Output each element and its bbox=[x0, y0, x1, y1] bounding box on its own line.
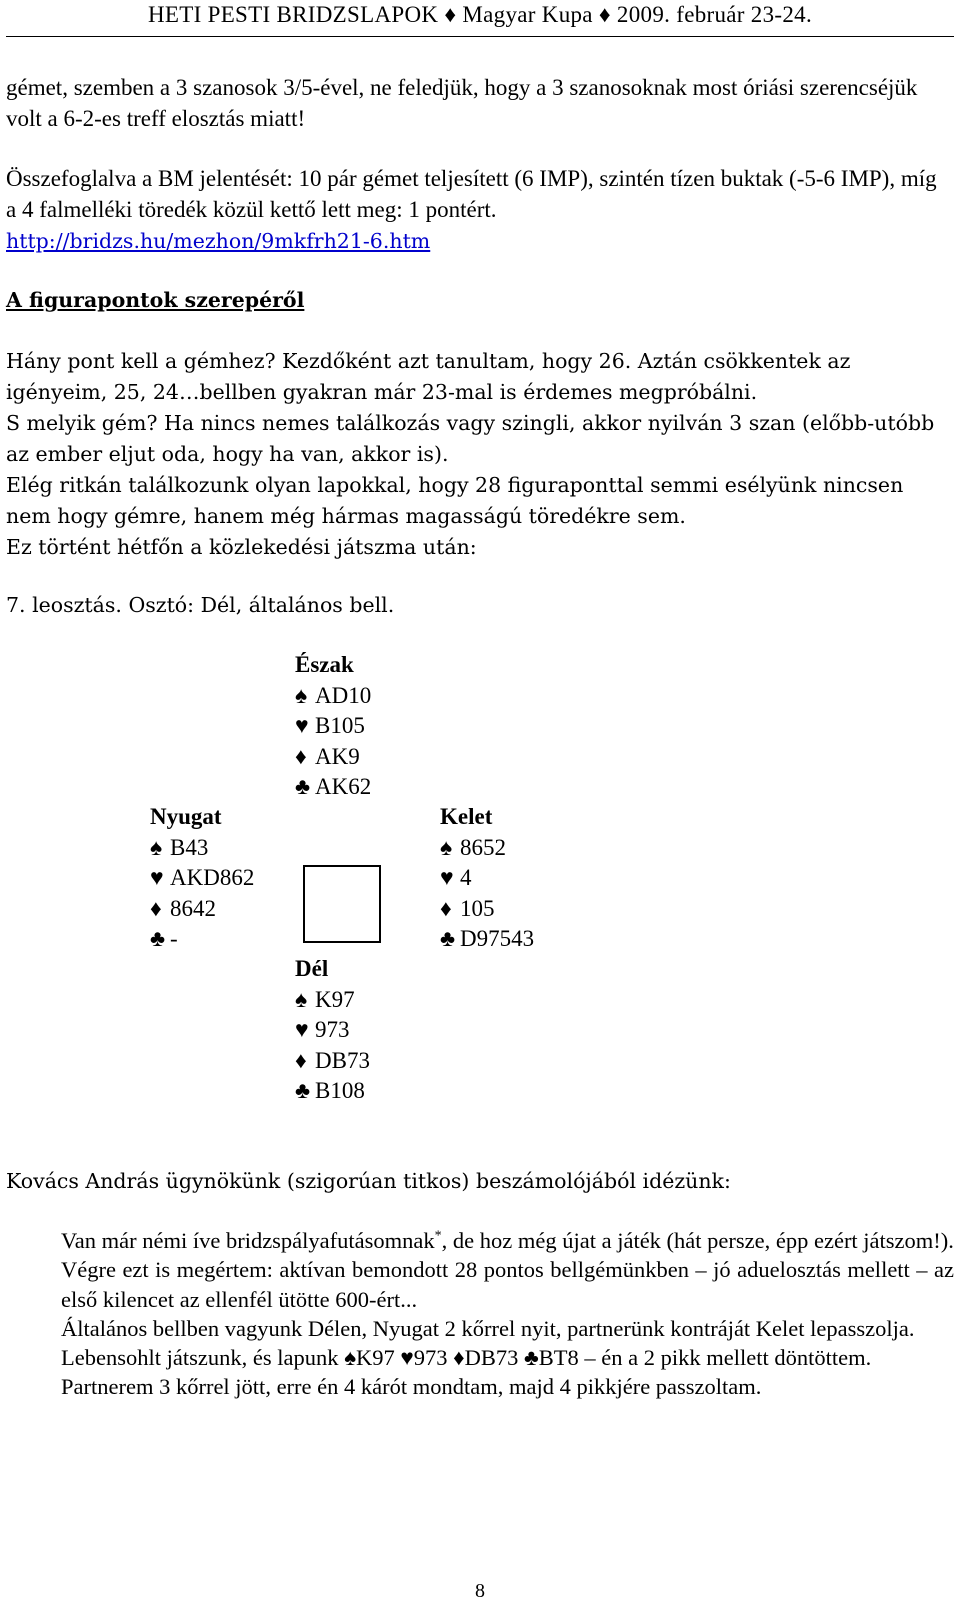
bridge-table bbox=[303, 865, 381, 943]
north-spades: AD10 bbox=[315, 682, 372, 708]
east-clubs: D97543 bbox=[460, 926, 535, 951]
heart-icon: ♥ bbox=[295, 713, 309, 738]
quote-paragraph-4: Lebensohlt játszunk, és lapunk ♠K97 ♥973 ♦DB73 ♣BT8 – én a 2 pikk mellett döntöttem. bbox=[61, 1345, 872, 1371]
footnote-mark[interactable]: * bbox=[434, 1228, 442, 1244]
quote-paragraph-3: Általános bellben vagyunk Délen, Nyugat 2 kőrrel nyit, partnerünk kontráját Kelet lepasszolja. bbox=[61, 1315, 915, 1341]
south-diamonds: DB73 bbox=[315, 1047, 370, 1073]
section-body bbox=[6, 346, 951, 563]
quote-paragraph-2: Végre ezt is megértem: aktívan bemondott 28 pontos bellgémünkben – jó aduelosztás mellett – az első kilencet az ellenfél ütötte 600-ért... bbox=[61, 1257, 954, 1312]
hand-south-name: Dél bbox=[295, 956, 329, 981]
heart-icon: ♥ bbox=[295, 1017, 309, 1042]
hand-north-name: Észak bbox=[295, 652, 354, 677]
deal-caption: 7. leosztás. Osztó: Dél, általános bell. bbox=[6, 593, 395, 617]
hand-west-name: Nyugat bbox=[150, 804, 222, 829]
quote-paragraph-1: Van már némi íve bridzspályafutásomnak*, de hoz még újat a játék (hát persze, épp ezért játszom!). bbox=[61, 1228, 954, 1253]
diamond-icon: ♦ bbox=[295, 743, 307, 769]
page-number: 8 bbox=[475, 1580, 485, 1602]
diamond-icon: ♦ bbox=[295, 1047, 307, 1073]
report-intro: Kovács András ügynökünk (szigorúan titkos) beszámolójából idézünk: bbox=[6, 1169, 731, 1193]
spade-icon: ♠ bbox=[295, 682, 308, 708]
hand-west bbox=[150, 802, 254, 955]
intro-paragraph-1: gémet, szemben a 3 szanosok 3/5-ével, ne feledjük, hogy a 3 szanosoknak most óriási szerencséjük volt a 6-2-es treff elosztás miatt! bbox=[6, 75, 918, 131]
results-link[interactable]: http://bridzs.hu/mezhon/9mkfrh21-6.htm bbox=[6, 229, 431, 253]
heart-icon: ♥ bbox=[150, 865, 164, 890]
diamond-icon: ♦ bbox=[440, 895, 452, 921]
intro-block bbox=[6, 72, 951, 134]
west-spades: B43 bbox=[170, 834, 209, 860]
quote-cards: ♠K97 ♥973 ♦DB73 ♣BT8 bbox=[344, 1345, 579, 1371]
south-clubs: B108 bbox=[315, 1078, 365, 1103]
section-line-3: Elég ritkán találkozunk olyan lapokkal, hogy 28 figuraponttal semmi esélyünk nincsen nem hogy gémre, hanem még hármas magasságú töredékre sem. bbox=[6, 473, 904, 528]
south-spades: K97 bbox=[315, 986, 355, 1012]
east-hearts: 4 bbox=[460, 865, 472, 890]
club-icon: ♣ bbox=[295, 774, 311, 799]
spade-icon: ♠ bbox=[295, 986, 308, 1012]
diamond-icon: ♦ bbox=[150, 895, 162, 921]
club-icon: ♣ bbox=[440, 926, 456, 951]
east-spades: 8652 bbox=[460, 834, 506, 860]
west-diamonds: 8642 bbox=[170, 895, 216, 921]
spade-icon: ♠ bbox=[440, 834, 453, 860]
club-icon: ♣ bbox=[295, 1078, 311, 1103]
header-rule bbox=[6, 36, 954, 37]
section-title-block bbox=[6, 285, 951, 316]
section-line-4: Ez történt hétfőn a közlekedési játszma után: bbox=[6, 535, 477, 559]
intro-paragraph-2: Összefoglalva a BM jelentését: 10 pár gémet teljesített (6 IMP), szintén tízen buktak (-5-6 IMP), míg a 4 falmelléki töredék közül kettő lett meg: 1 pontért. bbox=[6, 166, 937, 222]
north-hearts: B105 bbox=[315, 713, 365, 738]
section-line-2: S melyik gém? Ha nincs nemes találkozás vagy szingli, akkor nyilván 3 szan (előbb-utóbb az ember eljut oda, hogy ha van, akkor is). bbox=[6, 411, 935, 466]
deal-caption-block bbox=[6, 590, 951, 621]
north-clubs: AK62 bbox=[315, 774, 372, 799]
hand-east bbox=[440, 802, 534, 955]
hand-north bbox=[295, 650, 371, 803]
quote-paragraph-5: Partnerem 3 kőrrel jött, erre én 4 kárót mondtam, majd 4 pikkjére passzoltam. bbox=[61, 1374, 762, 1400]
south-hearts: 973 bbox=[315, 1017, 350, 1042]
section-line-1: Hány pont kell a gémhez? Kezdőként azt tanultam, hogy 26. Aztán csökkentek az igényeim, 25, 24…bellben gyakran már 23-mal is érdemes megpróbálni. bbox=[6, 349, 851, 404]
report-intro-block bbox=[6, 1166, 951, 1197]
west-hearts: AKD862 bbox=[170, 865, 255, 890]
section-title: A figurapontok szerepéről bbox=[6, 288, 305, 312]
hand-east-name: Kelet bbox=[440, 804, 493, 829]
heart-icon: ♥ bbox=[440, 865, 454, 890]
report-quote bbox=[61, 1226, 954, 1402]
page-header: HETI PESTI BRIDZSLAPOK ♦ Magyar Kupa ♦ 2009. február 23-24. bbox=[148, 2, 812, 27]
club-icon: ♣ bbox=[150, 926, 166, 951]
north-diamonds: AK9 bbox=[315, 743, 360, 769]
spade-icon: ♠ bbox=[150, 834, 163, 860]
west-clubs: - bbox=[170, 926, 178, 951]
hand-south bbox=[295, 954, 370, 1107]
summary-block bbox=[6, 163, 951, 257]
east-diamonds: 105 bbox=[460, 895, 495, 921]
